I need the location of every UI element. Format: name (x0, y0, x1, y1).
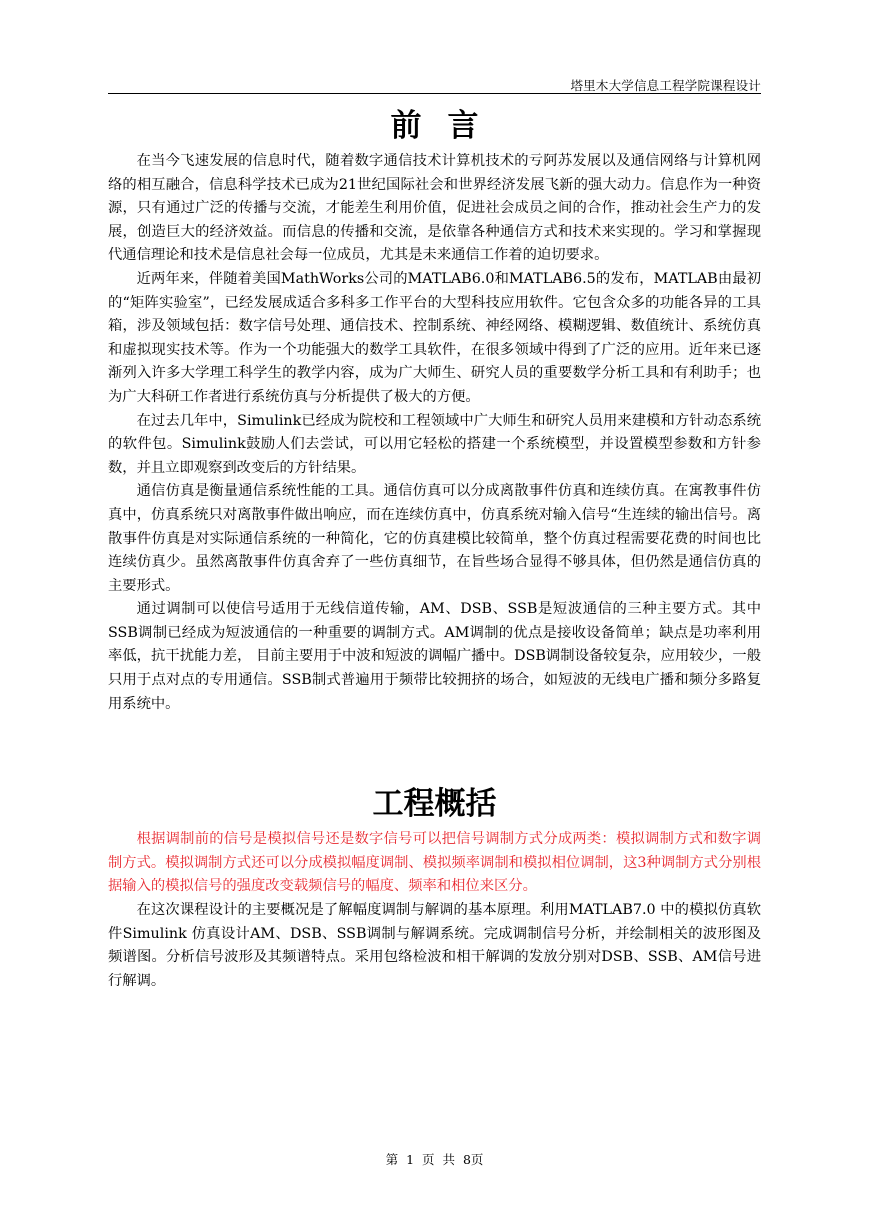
page-body (108, 104, 761, 993)
preface-title: 前言 (390, 108, 505, 144)
preface-paragraph-2: 近两年来，伴随着美国MathWorks公司的MATLAB6.0和MATLAB6.5的发布，MATLAB由最初的“矩阵实验室”，已经发展成适合多科多工作平台的大型科技应用软件。它包含众多的功能各异的工具箱，涉及领域包括：数字信号处理、通信技术、控制系统、神经网络、模糊逻辑、数值统计、系统仿真和虚拟现实技术等。作为一个功能强大的数学工具软件，在很多领域中得到了广泛的应用。近年来已逐渐列入许多大学理工科学生的教学内容，成为广大师生、研究人员的重要数学分析工具和有利助手；也为广大科研工作者进行系统仿真与分析提供了极大的方便。 (108, 270, 761, 405)
preface-paragraph-5: 通过调制可以使信号适用于无线信道传输，AM、DSB、SSB是短波通信的三种主要方式。其中SSB调制已经成为短波通信的一种重要的调制方式。AM调制的优点是接收设备简单；缺点是功率利用率低，抗干扰能力差， 目前主要用于中波和短波的调幅广播中。DSB调制设备较复杂，应用较少，一般只用于点对点的专用通信。SSB制式普遍用于频带比较拥挤的场合，如短波的无线电广播和频分多路复用系统中。 (108, 601, 761, 712)
page-footer: 第 1 页 共 8页 (385, 1152, 484, 1167)
overview-paragraph: 在这次课程设计的主要概况是了解幅度调制与解调的基本原理。利用MATLAB7.0 中的模拟仿真软件Simulink 仿真设计AM、DSB、SSB调制与解调系统。完成调制信号分析，并绘制相关的波形图及频谱图。分析信号波形及其频谱特点。采用包络检波和相干解调的发放分别对DSB、SSB、AM信号进行解调。 (108, 902, 761, 989)
preface-paragraph-4: 通信仿真是衡量通信系统性能的工具。通信仿真可以分成离散事件仿真和连续仿真。在寓教事件仿真中，仿真系统只对离散事件做出响应，而在连续仿真中，仿真系统对输入信号“生连续的输出信号。离散事件仿真是对实际通信系统的一种简化，它的仿真建模比较简单，整个仿真过程需要花费的时间也比连续仿真少。虽然离散事件仿真舍弃了一些仿真细节，在旨些场合显得不够具体，但仍然是通信仿真的主要形式。 (108, 483, 761, 594)
preface-paragraph-1: 在当今飞速发展的信息时代，随着数字通信技术计算机技术的亏阿苏发展以及通信网络与计算机网络的相互融合，信息科学技术已成为21世纪国际社会和世界经济发展飞新的强大动力。信息作为一种资源，只有通过广泛的传播与交流，才能差生利用价值，促进社会成员之间的合作，推动社会生产力的发展，创造巨大的经济效益。而信息的传播和交流，是依靠各种通信方式和技术来实现的。学习和掌握现代通信理论和技术是信息社会每一位成员，尤其是未来通信工作着的迫切要求。 (108, 153, 761, 264)
overview-title: 工程概括 (372, 786, 497, 823)
preface-paragraph-3: 在过去几年中，Simulink已经成为院校和工程领域中广大师生和研究人员用来建模和方针动态系统的软件包。Simulink鼓励人们去尝试，可以用它轻松的搭建一个系统模型，并设置模型参数和方针参数，并且立即观察到改变后的方针结果。 (108, 412, 761, 476)
page-header: 塔里木大学信息工程学院课程设计 (570, 78, 761, 93)
section-gap (108, 716, 761, 782)
header-divider (108, 93, 761, 94)
overview-red-paragraph: 根据调制前的信号是模拟信号还是数字信号可以把信号调制方式分成两类：模拟调制方式和数字调制方式。模拟调制方式还可以分成模拟幅度调制、模拟频率调制和模拟相位调制，这3种调制方式分别根据输入的模拟信号的强度改变载频信号的幅度、频率和相位来区分。 (108, 831, 761, 895)
